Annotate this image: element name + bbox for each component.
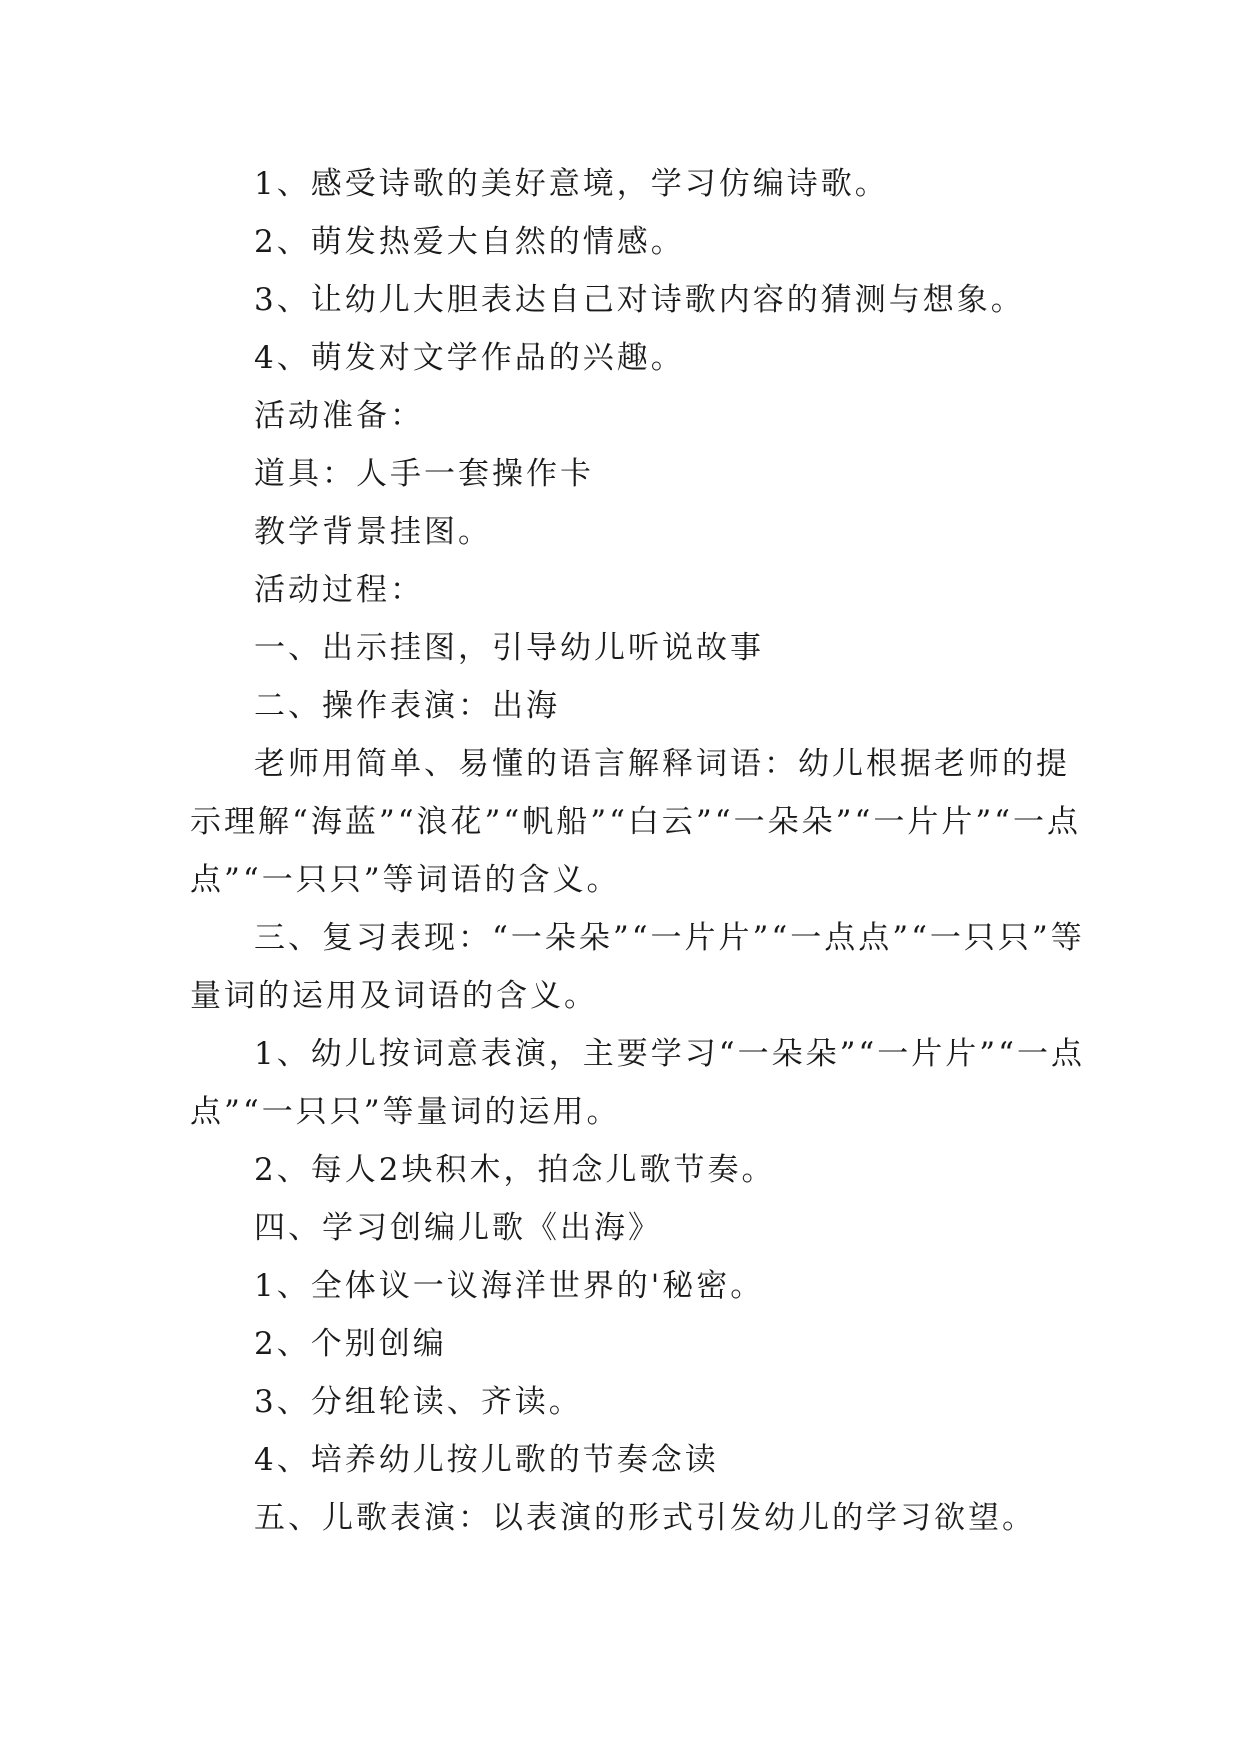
paragraph: 2、每人2块积木，拍念儿歌节奏。 <box>254 1152 776 1188</box>
paragraph: 4、萌发对文学作品的兴趣。 <box>254 340 685 376</box>
paragraph: 老师用简单、易懂的语言解释词语：幼儿根据老师的提示理解“海蓝”“浪花”“帆船”“白云”“一朵朵”“一片片”“一点点”“一只只”等词语的含义。 <box>190 746 1082 898</box>
paragraph: 四、学习创编儿歌《出海》 <box>254 1210 662 1246</box>
paragraph: 4、培养幼儿按儿歌的节奏念读 <box>254 1442 719 1478</box>
paragraph: 2、萌发热爱大自然的情感。 <box>254 224 685 260</box>
paragraph: 1、感受诗歌的美好意境，学习仿编诗歌。 <box>254 166 889 202</box>
paragraph: 道具：人手一套操作卡 <box>254 456 594 492</box>
paragraph: 教学背景挂图。 <box>254 514 492 550</box>
document-body <box>190 155 1090 1547</box>
section-heading: 活动过程： <box>254 572 424 608</box>
paragraph: 3、分组轮读、齐读。 <box>254 1384 583 1420</box>
paragraph: 1、幼儿按词意表演，主要学习“一朵朵”“一片片”“一点点”“一只只”等量词的运用。 <box>190 1036 1085 1130</box>
section-heading: 活动准备： <box>254 398 424 434</box>
paragraph: 3、让幼儿大胆表达自己对诗歌内容的猜测与想象。 <box>254 282 1025 318</box>
paragraph: 1、全体议一议海洋世界的'秘密。 <box>254 1268 765 1304</box>
paragraph: 三、复习表现：“一朵朵”“一片片”“一点点”“一只只”等量词的运用及词语的含义。 <box>190 920 1085 1014</box>
paragraph: 2、个别创编 <box>254 1326 447 1362</box>
paragraph: 一、出示挂图，引导幼儿听说故事 <box>254 630 764 666</box>
paragraph: 五、儿歌表演：以表演的形式引发幼儿的学习欲望。 <box>254 1500 1036 1536</box>
paragraph: 二、操作表演：出海 <box>254 688 560 724</box>
